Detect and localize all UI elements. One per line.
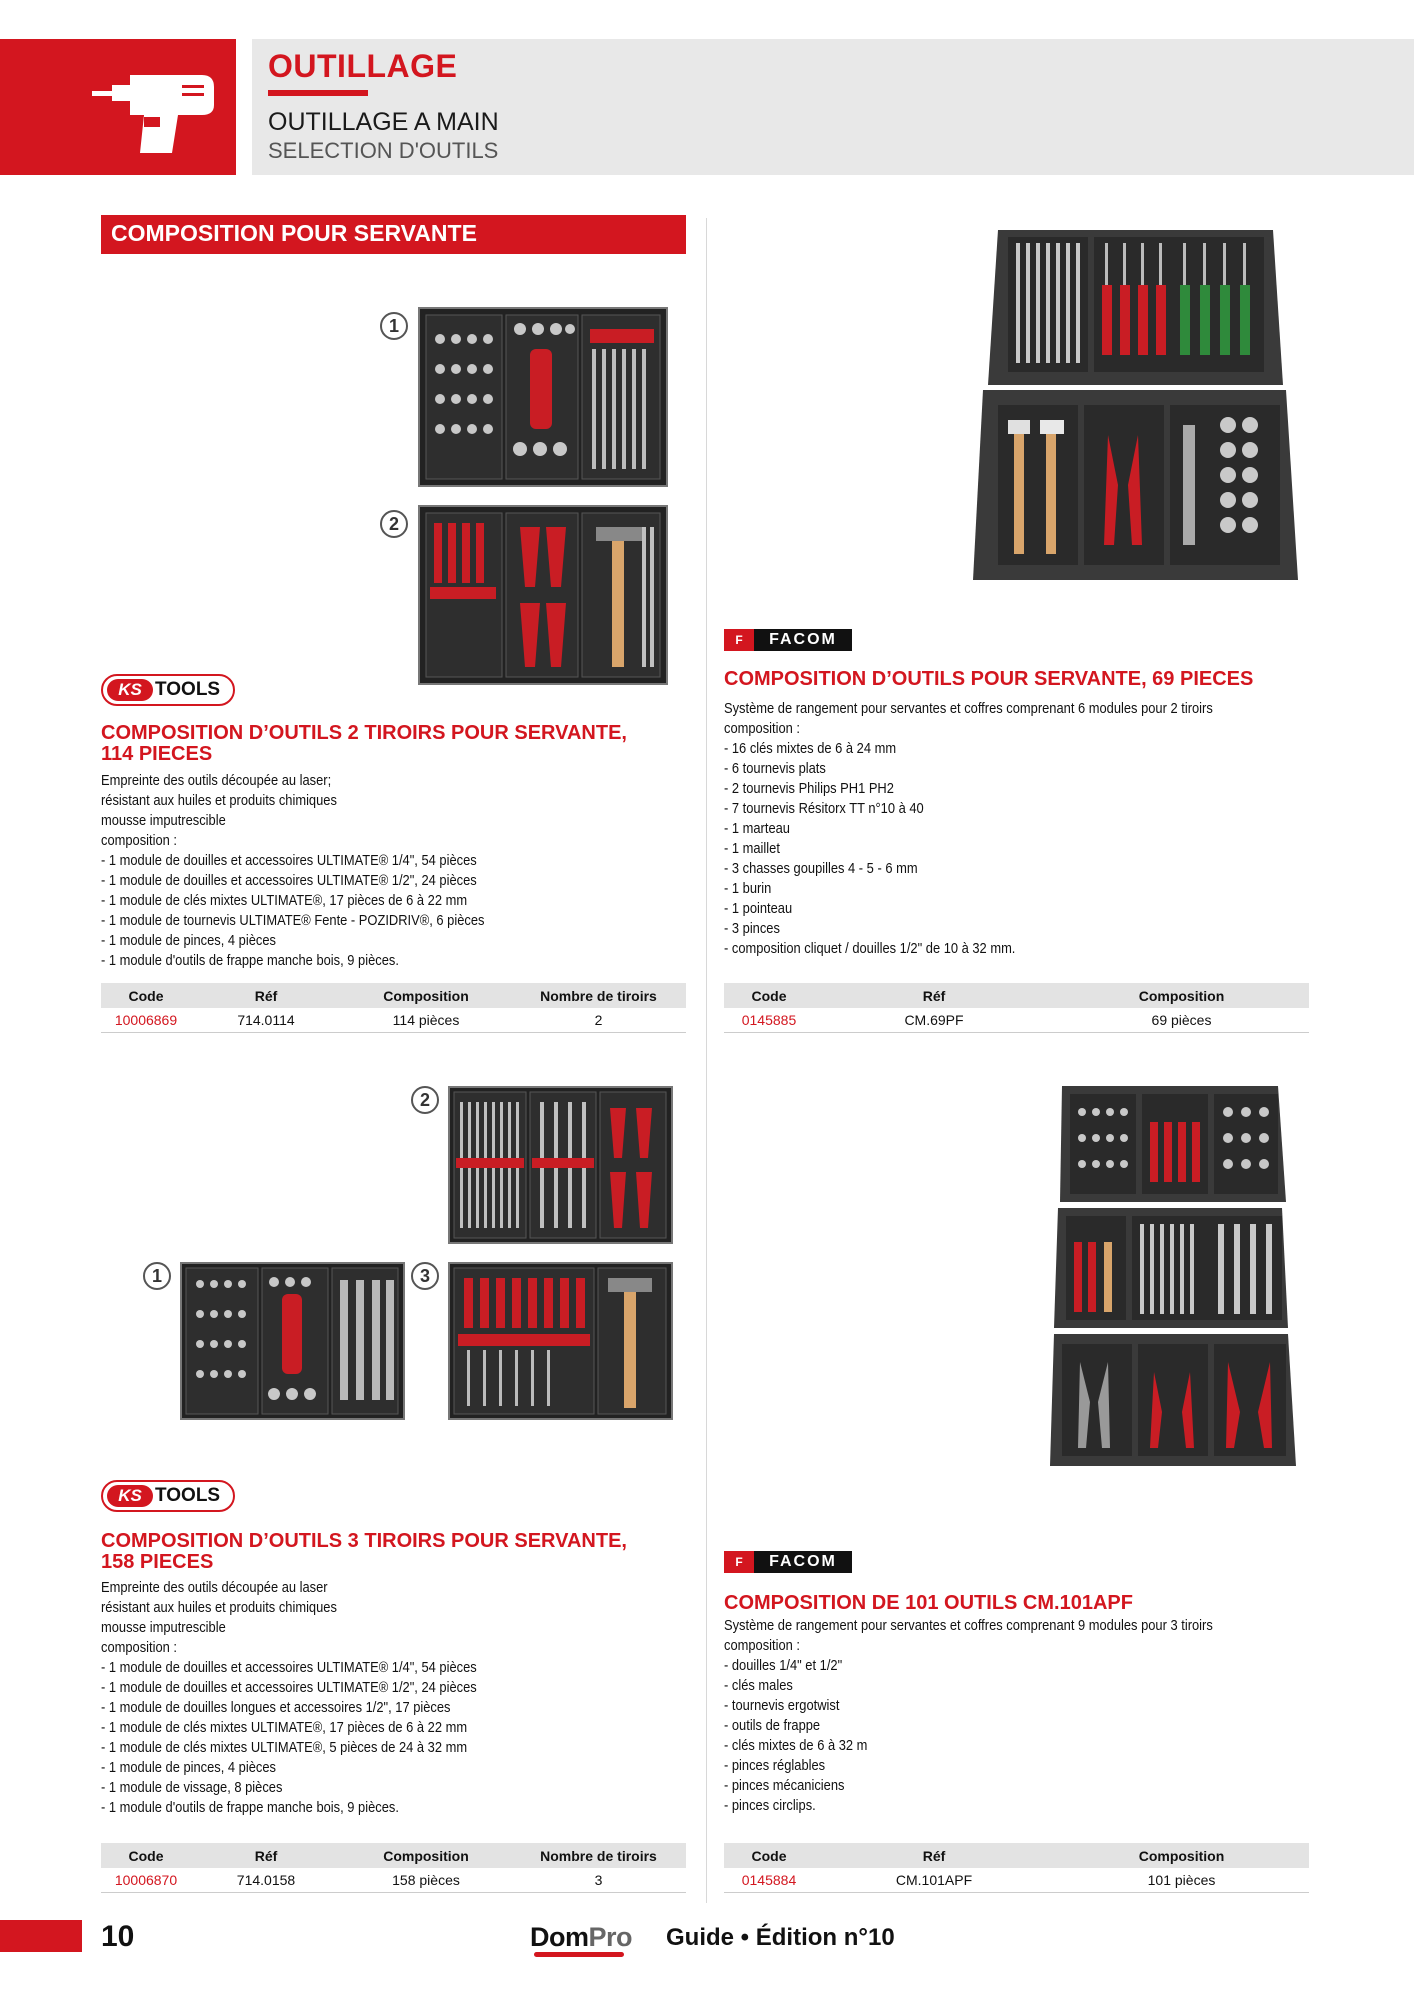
product-code: 10006870 (101, 1868, 191, 1892)
table-row (724, 1008, 1309, 1032)
product-ref: 714.0158 (191, 1868, 341, 1892)
description-line: - 1 module de clés mixtes ULTIMATE®, 17 pièces de 6 à 22 mm (101, 1719, 468, 1736)
description-line: Empreinte des outils découpée au laser; (101, 772, 332, 789)
description-line: - 1 module de douilles et accessoires ULTIMATE® 1/2", 24 pièces (101, 872, 477, 889)
table-header-cell: Réf (191, 1843, 341, 1868)
description-line: - tournevis ergotwist (724, 1697, 840, 1714)
module-number-badge: 1 (380, 312, 408, 340)
product-image-drawers (968, 225, 1300, 585)
description-line: résistant aux huiles et produits chimiques (101, 1599, 337, 1616)
description-line: - douilles 1/4" et 1/2" (724, 1657, 843, 1674)
table-header-cell: Composition (1054, 983, 1309, 1008)
table-header-cell: Nombre de tiroirs (511, 1843, 686, 1868)
product-image-module-1 (418, 307, 668, 487)
dompro-logo-swoosh (534, 1952, 624, 1957)
ks-tools-logo (101, 1480, 235, 1512)
product-title-line: 114 PIECES (101, 743, 213, 765)
ks-logo-word: TOOLS (155, 1485, 221, 1506)
description-line: composition : (724, 1637, 801, 1654)
product-title-line: COMPOSITION D’OUTILS POUR SERVANTE, 69 PIECES (724, 668, 1254, 690)
product-ref: 714.0114 (191, 1008, 341, 1032)
facom-logo (724, 1551, 852, 1573)
description-line: composition : (101, 832, 178, 849)
table-header-cell: Composition (1054, 1843, 1309, 1868)
table-header-cell: Code (101, 983, 191, 1008)
description-line: - pinces mécaniciens (724, 1777, 845, 1794)
table-row (101, 1868, 686, 1892)
product-spec-table (101, 983, 686, 1033)
facom-logo-mark: F (724, 629, 754, 651)
guide-edition: Guide • Édition n°10 (666, 1924, 895, 1951)
product-image-module-3 (448, 1262, 673, 1420)
description-line: - 1 module de pinces, 4 pièces (101, 932, 276, 949)
description-line: - 1 module de douilles et accessoires ULTIMATE® 1/4", 54 pièces (101, 852, 477, 869)
table-header-cell: Code (724, 1843, 814, 1868)
description-line: - 1 module de douilles longues et accessoires 1/2", 17 pièces (101, 1699, 451, 1716)
product-title (101, 723, 701, 765)
product-image-module-2 (448, 1086, 673, 1244)
description-line: Système de rangement pour servantes et coffres comprenant 9 modules pour 3 tiroirs (724, 1617, 1213, 1634)
column-divider (706, 218, 707, 1903)
description-line: - 1 module de clés mixtes ULTIMATE®, 5 pièces de 24 à 32 mm (101, 1739, 468, 1756)
table-header-cell: Composition (341, 983, 511, 1008)
page-section: SELECTION D'OUTILS (268, 138, 499, 163)
dompro-logo (530, 1922, 632, 1953)
table-row (101, 1008, 686, 1032)
module-number-badge: 2 (411, 1086, 439, 1114)
page-category-title: OUTILLAGE (268, 48, 458, 84)
description-line: Empreinte des outils découpée au laser (101, 1579, 328, 1596)
product-image-drawers (1050, 1082, 1300, 1472)
table-header-cell: Composition (341, 1843, 511, 1868)
description-line: - pinces réglables (724, 1757, 826, 1774)
ks-logo-mark: KS (107, 679, 153, 701)
product-drawers: 2 (511, 1008, 686, 1032)
product-spec-table (724, 1843, 1309, 1893)
description-line: - pinces circlips. (724, 1797, 816, 1814)
product-code: 0145885 (724, 1008, 814, 1032)
table-header-row (724, 983, 1309, 1008)
facom-logo-word: FACOM (754, 629, 852, 651)
description-line: mousse imputrescible (101, 812, 226, 829)
table-header-cell: Code (724, 983, 814, 1008)
product-title-line: 158 PIECES (101, 1551, 214, 1573)
product-image-module-2 (418, 505, 668, 685)
dompro-logo-pro: Pro (588, 1922, 633, 1952)
facom-logo (724, 629, 852, 651)
description-line: - 1 module de clés mixtes ULTIMATE®, 17 pièces de 6 à 22 mm (101, 892, 468, 909)
description-line: - clés mixtes de 6 à 32 m (724, 1737, 868, 1754)
description-line: Système de rangement pour servantes et coffres comprenant 6 modules pour 2 tiroirs (724, 700, 1213, 717)
facom-logo-word: FACOM (754, 1551, 852, 1573)
module-number-badge: 1 (143, 1262, 171, 1290)
page-subcategory: OUTILLAGE A MAIN (268, 108, 499, 136)
description-line: - 1 module de douilles et accessoires ULTIMATE® 1/2", 24 pièces (101, 1679, 477, 1696)
product-title-line: COMPOSITION D’OUTILS 2 TIROIRS POUR SERVANTE, (101, 722, 627, 744)
product-composition: 101 pièces (1054, 1868, 1309, 1892)
table-row (724, 1868, 1309, 1892)
product-spec-table (101, 1843, 686, 1893)
description-line: mousse imputrescible (101, 1619, 226, 1636)
ks-logo-mark: KS (107, 1485, 153, 1507)
description-line: - 1 burin (724, 880, 772, 897)
product-title-line: COMPOSITION DE 101 OUTILS CM.101APF (724, 1592, 1133, 1614)
section-banner: COMPOSITION POUR SERVANTE (101, 215, 686, 254)
description-line: - 1 marteau (724, 820, 790, 837)
product-title (101, 1531, 701, 1573)
table-header-cell: Réf (814, 1843, 1054, 1868)
product-composition: 69 pièces (1054, 1008, 1309, 1032)
product-composition: 114 pièces (341, 1008, 511, 1032)
table-header-row (101, 983, 686, 1008)
table-header-row (101, 1843, 686, 1868)
description-line: - 1 module de douilles et accessoires ULTIMATE® 1/4", 54 pièces (101, 1659, 477, 1676)
module-number-badge: 3 (411, 1262, 439, 1290)
description-line: - clés males (724, 1677, 793, 1694)
product-code: 0145884 (724, 1868, 814, 1892)
ks-tools-logo (101, 674, 235, 706)
product-description (724, 1616, 1309, 1816)
product-title (724, 669, 1324, 690)
product-image-module-1 (180, 1262, 405, 1420)
description-line: - 7 tournevis Résitorx TT n°10 à 40 (724, 800, 924, 817)
product-title-line: COMPOSITION D’OUTILS 3 TIROIRS POUR SERVANTE, (101, 1530, 627, 1552)
table-header-cell: Réf (814, 983, 1054, 1008)
description-line: - composition cliquet / douilles 1/2" de 10 à 32 mm. (724, 940, 1016, 957)
table-header-cell: Code (101, 1843, 191, 1868)
product-composition: 158 pièces (341, 1868, 511, 1892)
description-line: - 1 module de pinces, 4 pièces (101, 1759, 276, 1776)
product-description (724, 699, 1309, 959)
description-line: - 1 maillet (724, 840, 780, 857)
product-ref: CM.69PF (814, 1008, 1054, 1032)
title-underline (268, 90, 368, 96)
description-line: - outils de frappe (724, 1717, 821, 1734)
description-line: - 6 tournevis plats (724, 760, 826, 777)
description-line: - 1 module de vissage, 8 pièces (101, 1779, 283, 1796)
table-header-row (724, 1843, 1309, 1868)
description-line: résistant aux huiles et produits chimiques (101, 792, 337, 809)
description-line: - 1 module de tournevis ULTIMATE® Fente - POZIDRIV®, 6 pièces (101, 912, 485, 929)
description-line: - 1 pointeau (724, 900, 793, 917)
header-icon-box (0, 39, 236, 175)
product-description (101, 771, 686, 971)
product-spec-table (724, 983, 1309, 1033)
table-header-cell: Nombre de tiroirs (511, 983, 686, 1008)
description-line: - 16 clés mixtes de 6 à 24 mm (724, 740, 897, 757)
product-title (724, 1593, 1324, 1614)
description-line: - 1 module d'outils de frappe manche bois, 9 pièces. (101, 1799, 399, 1816)
description-line: - 1 module d'outils de frappe manche bois, 9 pièces. (101, 952, 399, 969)
ks-logo-word: TOOLS (155, 679, 221, 700)
description-line: composition : (101, 1639, 178, 1656)
product-description (101, 1578, 686, 1818)
description-line: composition : (724, 720, 801, 737)
facom-logo-mark: F (724, 1551, 754, 1573)
product-ref: CM.101APF (814, 1868, 1054, 1892)
description-line: - 3 pinces (724, 920, 780, 937)
drill-icon (82, 61, 232, 156)
table-header-cell: Réf (191, 983, 341, 1008)
product-code: 10006869 (101, 1008, 191, 1032)
page-number: 10 (101, 1920, 135, 1953)
dompro-logo-dom: Dom (530, 1922, 589, 1952)
module-number-badge: 2 (380, 510, 408, 538)
product-drawers: 3 (511, 1868, 686, 1892)
description-line: - 2 tournevis Philips PH1 PH2 (724, 780, 894, 797)
footer-red-tab (0, 1920, 82, 1952)
description-line: - 3 chasses goupilles 4 - 5 - 6 mm (724, 860, 918, 877)
